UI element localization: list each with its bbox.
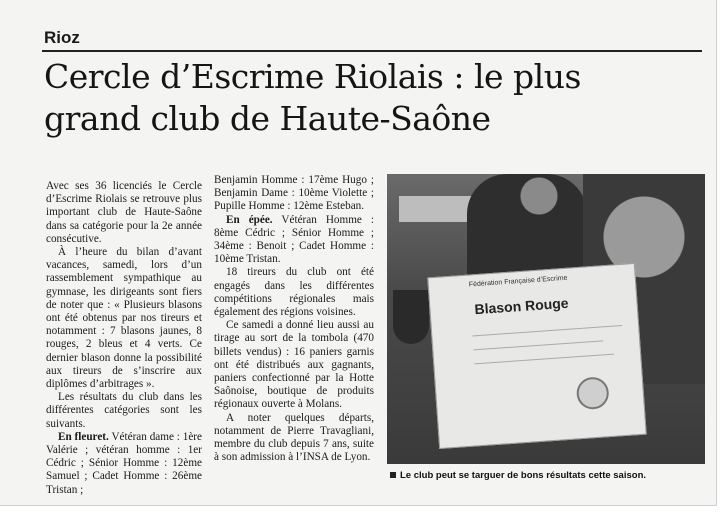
club-crest-icon bbox=[393, 290, 429, 344]
paragraph: Les résultats du club dans les différentes catégories sont les suivants. bbox=[46, 391, 202, 430]
paragraph: Avec ses 36 licenciés le Cercle d’Escrime Riolais se retrouve plus important club de Haute-Saône dans sa catégorie pour la 2e année consécutive. bbox=[46, 180, 202, 245]
diploma-line bbox=[474, 354, 614, 365]
paragraph: À l’heure du bilan d’avant vacances, samedi, lors d’un rassemblement sympathique au gymnase, les dirigeants sont fiers de noter que : « Plusieurs blasons ont été obtenus par nos tireurs et notamment : 7 blasons jaunes, 8 rouges, 2 bleus et 4 verts. Ce dernier blason donne la possibilité aux tireurs de s’inscrire aux diplômes d’arbitrages ». bbox=[46, 246, 202, 391]
article-column-2 bbox=[214, 174, 374, 464]
paragraph-lead: En épée. bbox=[226, 213, 273, 226]
diploma-seal-icon bbox=[576, 376, 610, 410]
diploma-title: Blason Rouge bbox=[474, 294, 570, 318]
diploma-certificate bbox=[427, 263, 646, 449]
section-kicker: Rioz bbox=[44, 28, 80, 47]
paragraph-lead: En fleuret. bbox=[58, 430, 109, 443]
diploma-header: Fédération Française d’Escrime bbox=[468, 274, 568, 289]
caption-bullet-icon bbox=[390, 472, 396, 478]
headline-line-1: Cercle d’Escrime Riolais : le plus bbox=[44, 57, 581, 96]
paragraph: Benjamin Homme : 17ème Hugo ; Benjamin Dame : 10ème Violette ; Pupille Homme : 12ème Esteban. bbox=[214, 174, 374, 213]
diploma-line bbox=[473, 340, 603, 350]
paragraph-body: Vétéran dame : 1ère Valérie ; vétéran homme : 1er Cédric ; Sénior Homme : 12ème Samuel ; Cadet Homme : 26ème Tristan ; bbox=[46, 430, 202, 496]
paragraph-body: Vétéran Homme : 8ème Cédric ; Sénior Homme ; 34ème : Benoit ; Cadet Homme : 10ème Tristan. bbox=[214, 213, 374, 266]
paragraph: Ce samedi a donné lieu aussi au tirage au sort de la tombola (470 billets vendus) : 16 paniers garnis ont été distribués aux gagnants, paniers confectionné par la Hotte Saônoise, boutique de produits régionaux ouverte à Molans. bbox=[214, 319, 374, 411]
headline-line-2: grand club de Haute-Saône bbox=[44, 99, 491, 138]
article-column-1 bbox=[46, 180, 202, 497]
article-headline bbox=[44, 56, 694, 140]
paragraph bbox=[46, 431, 202, 497]
diploma-line bbox=[472, 325, 622, 336]
article-photo bbox=[387, 174, 705, 464]
paragraph: A noter quelques départs, notamment de Pierre Travagliani, membre du club depuis 7 ans, suite à son admission à l’INSA de Lyon. bbox=[214, 411, 374, 464]
kicker-rule bbox=[42, 50, 702, 52]
paragraph bbox=[214, 214, 374, 267]
photo-caption bbox=[390, 470, 706, 481]
paragraph: 18 tireurs du club ont été engagés dans les différentes compétitions régionales mais également des régions voisines. bbox=[214, 266, 374, 319]
caption-text: Le club peut se targuer de bons résultats cette saison. bbox=[400, 470, 647, 481]
